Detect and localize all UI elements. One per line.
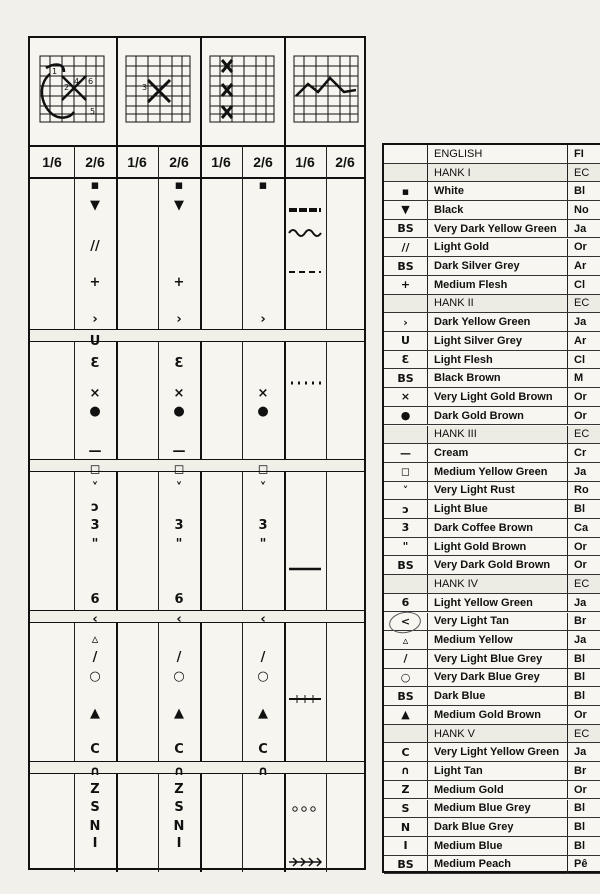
french-name-cell: Ja (574, 316, 587, 329)
colour-table-header (384, 145, 600, 164)
col-header-3: 1/6 (127, 154, 147, 170)
french-name-cell: Ja (574, 465, 587, 478)
english-name-cell: Light Silver Grey (428, 332, 568, 350)
stitch-symbol: ▼ (174, 198, 184, 213)
symbol-cell: — (384, 444, 428, 462)
stitch-symbol: ↄ (91, 500, 99, 515)
french-name-cell: Br (574, 615, 587, 628)
svg-text:4: 4 (74, 77, 80, 86)
french-name-cell: Or (574, 540, 587, 553)
symbol-cell: BS (384, 257, 428, 275)
symbol-cell: C (384, 743, 428, 761)
english-name-cell: Very Dark Yellow Green (428, 220, 568, 238)
colour-row (384, 669, 600, 688)
french-name-cell: FI (574, 147, 584, 160)
english-name-cell: White (428, 182, 568, 200)
stitch-symbol: ‹ (176, 612, 182, 627)
stitch-symbol: + (89, 275, 101, 290)
stitch-symbol: " (91, 537, 99, 552)
colour-row (384, 239, 600, 258)
french-name-cell: Ar (574, 260, 587, 273)
french-name-cell: Ca (574, 521, 589, 534)
stitch-symbol: › (92, 312, 98, 327)
french-name-cell: Bl (574, 690, 585, 703)
colour-row (384, 538, 600, 557)
stitch-symbol: ▲ (258, 706, 268, 721)
french-name-cell: Bl (574, 503, 585, 516)
colour-row (384, 687, 600, 706)
col-header-7: 1/6 (295, 154, 315, 170)
column-stitch-diagram (204, 44, 280, 136)
english-name-cell: Very Dark Blue Grey (428, 669, 568, 687)
stitch-symbol: / (92, 650, 98, 665)
french-name-cell: EC (574, 297, 590, 310)
colour-row (384, 594, 600, 613)
svg-text:6: 6 (88, 77, 94, 86)
colour-row (384, 201, 600, 220)
hank-heading-row (384, 575, 600, 594)
french-name-cell: Bl (574, 652, 585, 665)
english-name-cell: Very Light Rust (428, 482, 568, 500)
english-name-cell: Very Light Yellow Green (428, 743, 568, 761)
stitch-symbol: N (89, 819, 101, 834)
english-name-cell: HANK I (428, 164, 568, 182)
stitch-symbol: — (88, 444, 102, 459)
stitch-symbol: ○ (173, 669, 185, 684)
stitch-symbol: U (89, 334, 101, 349)
english-name-cell: Medium Blue Grey (428, 800, 568, 818)
french-name-cell: EC (574, 727, 590, 740)
english-name-cell: Medium Gold (428, 781, 568, 799)
colour-row (384, 444, 600, 463)
symbol-cell: BS (384, 220, 428, 238)
solid-line-sample (287, 561, 323, 579)
col-header-1: 1/6 (42, 154, 62, 170)
colour-row (384, 631, 600, 650)
symbol-cell (384, 164, 428, 182)
hank-heading-row (384, 164, 600, 183)
stitch-symbol: / (260, 650, 266, 665)
colour-row (384, 706, 600, 725)
symbol-cell (384, 426, 428, 444)
symbol-cell: < (384, 613, 428, 631)
english-name-cell: Light Gold Brown (428, 538, 568, 556)
colour-row (384, 407, 600, 426)
symbol-cell: 6 (384, 594, 428, 612)
hank-heading-row (384, 725, 600, 744)
stitch-symbol: × (89, 386, 101, 401)
colour-row (384, 856, 600, 875)
dotted-line-sample (287, 375, 323, 393)
french-name-cell: Ja (574, 746, 587, 759)
symbol-cell: " (384, 538, 428, 556)
french-name-cell: Bl (574, 802, 585, 815)
stitch-symbol: × (173, 386, 185, 401)
colour-row (384, 781, 600, 800)
french-name-cell: EC (574, 577, 590, 590)
stitch-symbol: ◻ (173, 462, 185, 477)
svg-text:1: 1 (52, 67, 58, 76)
english-name-cell: Medium Flesh (428, 276, 568, 294)
colour-row (384, 220, 600, 239)
colour-row (384, 257, 600, 276)
svg-text:2: 2 (64, 83, 70, 92)
symbol-cell (384, 725, 428, 743)
col-header-8: 2/6 (335, 154, 355, 170)
symbol-cell: S (384, 800, 428, 818)
english-name-cell: Black Brown (428, 369, 568, 387)
stitch-symbol: N (173, 819, 185, 834)
barred-line-sample (287, 691, 323, 709)
stitch-symbol: 3 (258, 518, 268, 533)
stitch-symbol: S (90, 800, 100, 815)
stitch-symbol: ▪ (258, 178, 268, 193)
french-name-cell: Or (574, 559, 587, 572)
english-name-cell: Very Dark Gold Brown (428, 556, 568, 574)
svg-text:3: 3 (142, 83, 148, 92)
symbol-cell: ▵ (384, 631, 428, 649)
french-name-cell: Pê (574, 858, 588, 871)
column-divider (284, 38, 286, 872)
colour-row (384, 276, 600, 295)
stitch-symbol: // (90, 239, 100, 254)
french-name-cell: Or (574, 241, 587, 254)
colour-row (384, 313, 600, 332)
english-name-cell: ENGLISH (428, 145, 568, 163)
english-name-cell: Dark Yellow Green (428, 313, 568, 331)
arrow-line-sample (287, 854, 323, 872)
svg-text:5: 5 (90, 107, 96, 116)
stitch-symbol: C (174, 742, 184, 757)
english-name-cell: Light Yellow Green (428, 594, 568, 612)
english-name-cell: Light Flesh (428, 351, 568, 369)
french-name-cell: Cl (574, 278, 585, 291)
col-header-5: 1/6 (211, 154, 231, 170)
wavy-line-sample (287, 224, 323, 242)
english-name-cell: Medium Gold Brown (428, 706, 568, 724)
colour-row (384, 463, 600, 482)
colour-row (384, 556, 600, 575)
symbol-cell: ↄ (384, 500, 428, 518)
stitch-symbol: S (174, 800, 184, 815)
column-divider (200, 38, 202, 872)
french-name-cell: Bl (574, 671, 585, 684)
stitch-symbol: ● (89, 404, 101, 419)
stitch-symbol: Ɛ (174, 356, 184, 371)
stitch-symbol: 6 (174, 592, 184, 607)
colour-row (384, 650, 600, 669)
french-name-cell: Bl (574, 185, 585, 198)
stitch-symbol: Z (90, 782, 100, 797)
french-name-cell: Ja (574, 596, 587, 609)
symbol-cell: / (384, 650, 428, 668)
colour-row (384, 332, 600, 351)
stitch-symbol: × (257, 386, 269, 401)
column-divider (116, 38, 118, 872)
english-name-cell: Black (428, 201, 568, 219)
stitch-diagram-row (30, 38, 364, 147)
stitch-symbol: › (176, 312, 182, 327)
colour-row (384, 837, 600, 856)
stitch-symbol: ○ (257, 669, 269, 684)
stitch-symbol: ˅ (91, 481, 99, 496)
colour-row (384, 762, 600, 781)
hank-heading-row (384, 295, 600, 314)
symbol-cell (384, 295, 428, 313)
stitch-symbol: " (259, 537, 267, 552)
french-name-cell: Or (574, 390, 587, 403)
symbol-cell: 3 (384, 519, 428, 537)
stitch-symbol: I (92, 836, 98, 851)
stitch-symbol: 3 (90, 518, 100, 533)
french-name-cell: Bl (574, 839, 585, 852)
colour-row (384, 519, 600, 538)
stitch-symbol: I (176, 836, 182, 851)
stitch-symbol: ˅ (175, 481, 183, 496)
stitch-symbol: C (258, 742, 268, 757)
symbol-cell: BS (384, 556, 428, 574)
english-name-cell: Very Light Tan (428, 613, 568, 631)
colour-row (384, 500, 600, 519)
colour-row (384, 388, 600, 407)
symbol-cell: BS (384, 687, 428, 705)
english-name-cell: HANK III (428, 426, 568, 444)
french-name-cell: M (574, 372, 584, 385)
french-name-cell: Ja (574, 634, 587, 647)
english-name-cell: Light Blue (428, 500, 568, 518)
stitch-symbol: ‹ (260, 612, 266, 627)
french-name-cell: Ar (574, 334, 587, 347)
symbol-cell: ▪ (384, 182, 428, 200)
stitch-symbol: ◻ (257, 462, 269, 477)
english-name-cell: Very Light Blue Grey (428, 650, 568, 668)
english-name-cell: Dark Gold Brown (428, 407, 568, 425)
english-name-cell: Light Gold (428, 239, 568, 257)
stitch-symbol: ▪ (90, 178, 100, 193)
stitch-symbol: ∩ (89, 764, 101, 779)
english-name-cell: Medium Blue (428, 837, 568, 855)
symbol-cell: // (384, 239, 428, 257)
stitch-symbol: 3 (174, 518, 184, 533)
stitch-symbol: 6 (90, 592, 100, 607)
colour-row (384, 351, 600, 370)
stitch-symbol: / (176, 650, 182, 665)
stitch-symbol: › (260, 312, 266, 327)
symbol-cell: U (384, 332, 428, 350)
french-name-cell: Bl (574, 821, 585, 834)
english-name-cell: Very Light Gold Brown (428, 388, 568, 406)
symbol-cell: Ɛ (384, 351, 428, 369)
english-name-cell: Dark Coffee Brown (428, 519, 568, 537)
colour-row (384, 482, 600, 501)
french-name-cell: Ro (574, 484, 589, 497)
stitch-symbol: ▲ (90, 706, 100, 721)
stitch-symbol: Z (174, 782, 184, 797)
symbol-cell: ∩ (384, 762, 428, 780)
stitch-symbol: ▵ (91, 632, 99, 647)
french-name-cell: EC (574, 166, 590, 179)
symbol-cell: ▲ (384, 706, 428, 724)
french-name-cell: Or (574, 409, 587, 422)
colour-row (384, 182, 600, 201)
symbol-cell: + (384, 276, 428, 294)
stitch-symbol: Ɛ (90, 356, 100, 371)
french-name-cell: No (574, 203, 589, 216)
stitch-symbol: + (173, 275, 185, 290)
english-name-cell: Medium Yellow (428, 631, 568, 649)
symbol-cell: I (384, 837, 428, 855)
symbol-cell: ○ (384, 669, 428, 687)
french-name-cell: EC (574, 428, 590, 441)
english-name-cell: Light Tan (428, 762, 568, 780)
stitch-symbol: ∩ (257, 764, 269, 779)
english-name-cell: Medium Peach (428, 856, 568, 874)
stitch-symbol: ∩ (173, 764, 185, 779)
french-name-cell: Cl (574, 353, 585, 366)
stitch-symbol: — (172, 444, 186, 459)
stitch-symbol: ○ (89, 669, 101, 684)
thick-line-sample (287, 202, 323, 220)
french-name-cell: Or (574, 783, 587, 796)
dashed-line-sample (287, 264, 323, 282)
symbol-cell (384, 145, 428, 163)
french-name-cell: Ja (574, 222, 587, 235)
english-name-cell: HANK IV (428, 575, 568, 593)
french-name-cell: Or (574, 708, 587, 721)
col-header-4: 2/6 (169, 154, 189, 170)
symbol-cell: × (384, 388, 428, 406)
symbol-cell: ● (384, 407, 428, 425)
circle-line-sample (287, 801, 323, 819)
stitch-symbol: ˅ (259, 481, 267, 496)
symbol-cell: BS (384, 856, 428, 874)
symbol-cell: ▼ (384, 201, 428, 219)
english-name-cell: Dark Blue (428, 687, 568, 705)
stitch-symbol: " (175, 537, 183, 552)
stitch-symbol: ▼ (90, 198, 100, 213)
backstitch-diagram (288, 44, 364, 136)
half-cross-stitch-diagram (34, 44, 110, 136)
english-name-cell: Dark Blue Grey (428, 818, 568, 836)
colour-row (384, 800, 600, 819)
symbol-cell: ◻ (384, 463, 428, 481)
stitch-symbol: ● (257, 404, 269, 419)
symbol-cell: ˅ (384, 482, 428, 500)
colour-row (384, 613, 600, 632)
stitch-symbol: C (90, 742, 100, 757)
col-header-6: 2/6 (253, 154, 273, 170)
stitch-symbol: ◻ (89, 462, 101, 477)
english-name-cell: Medium Yellow Green (428, 463, 568, 481)
stitch-symbol: ▪ (174, 178, 184, 193)
symbol-cell: N (384, 818, 428, 836)
english-name-cell: HANK II (428, 295, 568, 313)
stitch-key-table (28, 36, 366, 870)
colour-row (384, 369, 600, 388)
french-name-cell: Br (574, 764, 587, 777)
colour-key-table (382, 143, 600, 873)
symbol-cell: BS (384, 369, 428, 387)
symbol-cell: Z (384, 781, 428, 799)
cross-stitch-diagram (120, 44, 196, 136)
french-name-cell: Cr (574, 447, 587, 460)
stitch-symbol: ▲ (174, 706, 184, 721)
symbol-cell: › (384, 313, 428, 331)
english-name-cell: Cream (428, 444, 568, 462)
stitch-symbol: ‹ (92, 612, 98, 627)
english-name-cell: HANK V (428, 725, 568, 743)
stitch-symbol: ● (173, 404, 185, 419)
symbol-cell (384, 575, 428, 593)
colour-row (384, 743, 600, 762)
col-header-2: 2/6 (85, 154, 105, 170)
hank-heading-row (384, 426, 600, 445)
english-name-cell: Dark Silver Grey (428, 257, 568, 275)
colour-row (384, 818, 600, 837)
